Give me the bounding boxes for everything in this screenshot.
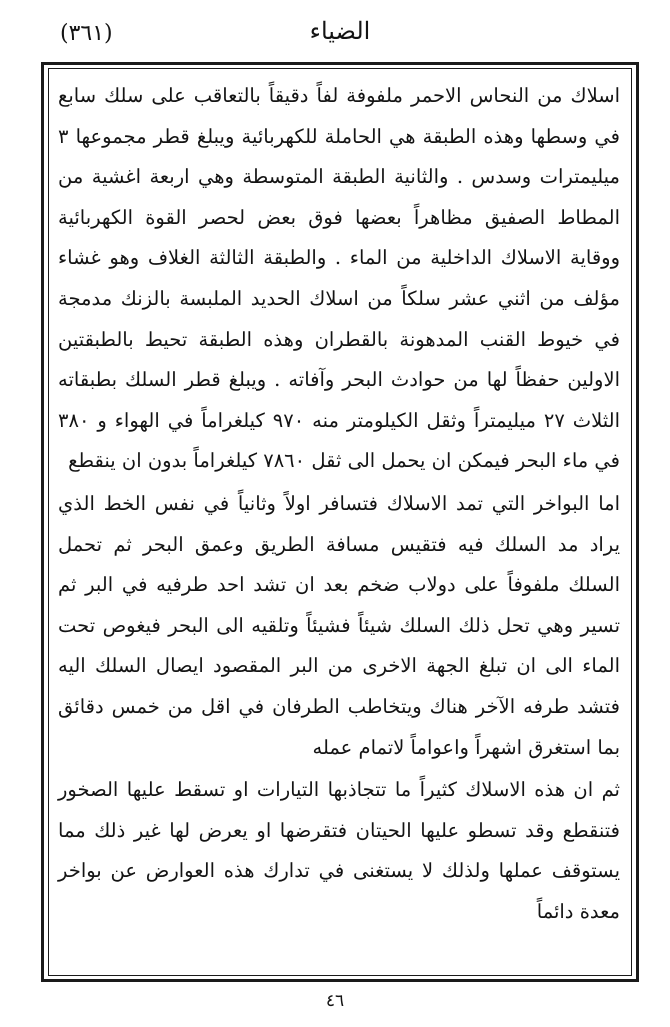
page-number: (٣٦١) xyxy=(60,21,113,46)
paragraph-2: اما البواخر التي تمد الاسلاك فتسافر اولاً وثانياً في نفس الخط الذي يراد مد السلك فيه فتقيس مسافة الطريق وعمق البحر ثم تحمل السلك ملفوفاً على دولاب ضخم بعد ان تشد احد طرفيه في البر ثم تسير وهي تحل ذلك السلك شيئاً فشيئاً وتلقيه الى البحر فيغوص تحت الماء الى ان تبلغ الجهة الاخرى من البر المقصود ايصال السلك اليه فتشد طرفه الآخر هناك ويتخاطب الطرفان في اقل من خمس دقائق بما استغرق اشهراً واعواماً لاتمام عمله xyxy=(58,491,620,759)
running-title: الضياء xyxy=(309,17,371,45)
folio-number: ٤٦ xyxy=(325,991,345,1011)
paragraph-3: ثم ان هذه الاسلاك كثيراً ما تتجاذبها التيارات او تسقط عليها الصخور فتنقطع وقد تسطو عليها الحيتان فتقرضها او يعرض لها غير ذلك مما يستوقف عملها ولذلك لا يستغنى في تدارك هذه العوارض عن بواخر معدة دائماً xyxy=(58,778,621,923)
body-text xyxy=(58,76,620,976)
paragraph-1: اسلاك من النحاس الاحمر ملفوفة لفاً دقيقاً بالتعاقب على سلك سابع في وسطها وهذه الطبقة هي الحاملة للكهربائية ويبلغ قطر مجموعها ٣ ميليمترات وسدس . والثانية الطبقة المتوسطة وهي اربعة اغشية من المطاط الصفيق مظاهراً بعضها فوق بعض لحصر القوة الكهربائية ووقاية الاسلاك الداخلية من الماء . والطبقة الثالثة الغلاف وهو غشاء مؤلف من اثني عشر سلكاً من اسلاك الحديد الملبسة بالزنك مدمجة في خيوط القنب المدهونة بالقطران وهذه الطبقة تحيط بالطبقتين الاولين حفظاً لها من حوادث البحر وآفاته . ويبلغ قطر السلك بطبقاته الثلاث ٢٧ ميليمتراً وثقل الكيلومتر منه ٩٧٠ كيلغراماً في الهواء و ٣٨٠ في ماء البحر فيمكن ان يحمل الى ثقل ٧٨٦٠ كيلغراماً بدون ان ينقطع xyxy=(58,84,620,473)
